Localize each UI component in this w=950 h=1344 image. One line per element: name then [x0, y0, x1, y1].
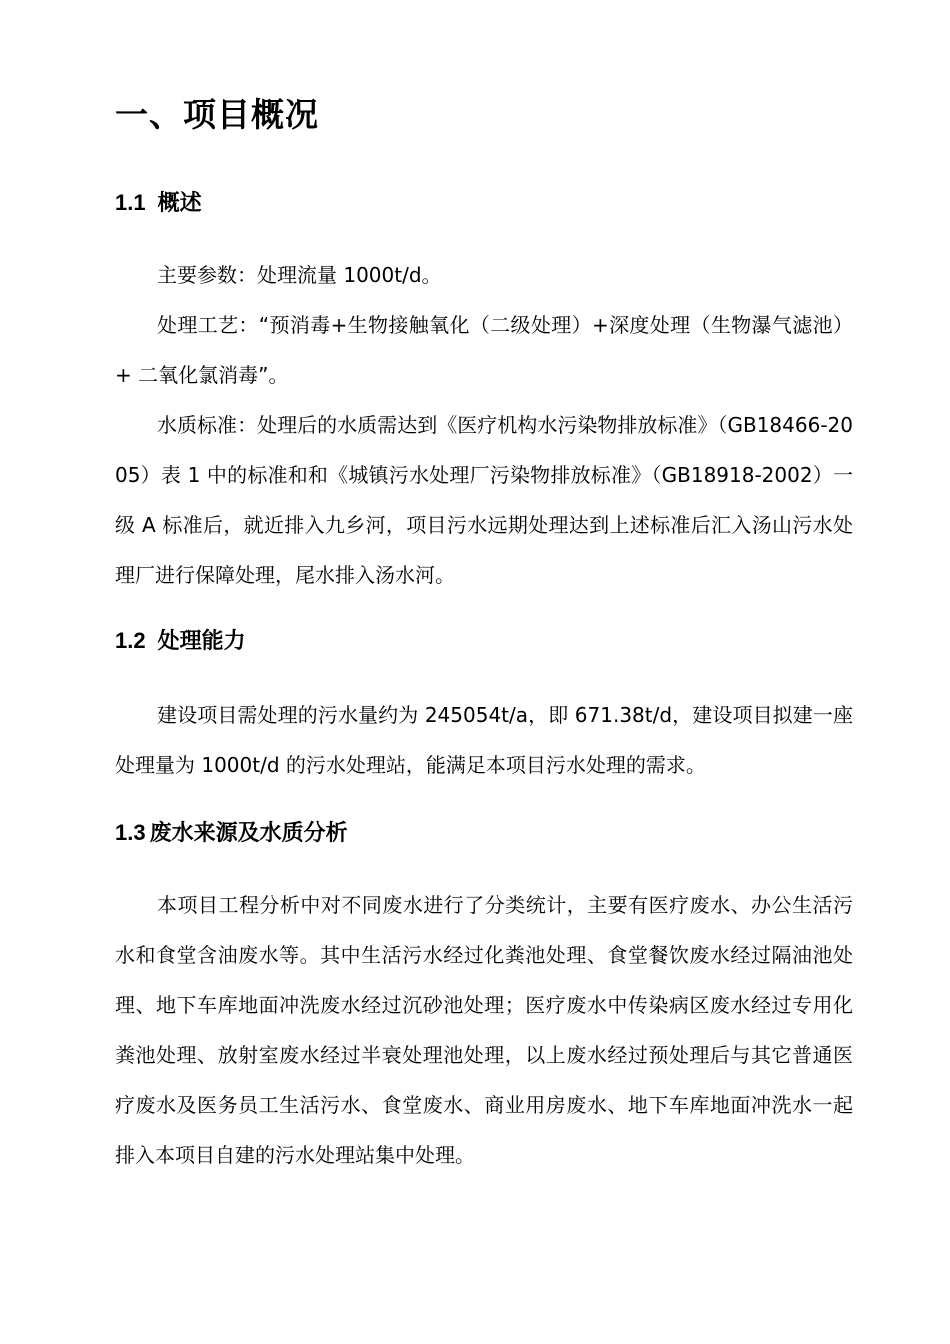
paragraph-wastewater-analysis: 本项目工程分析中对不同废水进行了分类统计，主要有医疗废水、办公生活污水和食堂含油废水等。其中生活污水经过化粪池处理、食堂餐饮废水经过隔油池处理、地下车库地面冲洗废水经过沉砂池处理；医疗废水中传染病区废水经过专用化粪池处理、放射室废水经过半衰处理池处理，以上废水经过预处理后与其它普通医疗废水及医务员工生活污水、食堂废水、商业用房废水、地下车库地面冲洗水一起排入本项目自建的污水处理站集中处理。 [115, 893, 853, 1167]
paragraph-capacity: 建设项目需处理的污水量约为 245054t/a，即 671.38t/d，建设项目拟建一座处理量为 1000t/d 的污水处理站，能满足本项目污水处理的需求。 [115, 703, 853, 777]
page-title: 一、项目概况 [115, 95, 319, 134]
paragraph-process: 处理工艺：“预消毒+生物接触氧化（二级处理）+深度处理（生物瀑气滤池）+ 二氧化氯消毒”。 [115, 313, 853, 387]
section-title: 废水来源及水质分析 [149, 821, 348, 846]
section-number: 1.3 [115, 820, 146, 845]
section-heading-capacity [115, 626, 246, 657]
paragraph-water-standard: 水质标准：处理后的水质需达到《医疗机构水污染物排放标准》（GB18466-2005）表 1 中的标准和和《城镇污水处理厂污染物排放标准》（GB18918-2002）一级 A 标准后，就近排入九乡河，项目污水远期处理达到上述标准后汇入汤山污水处理厂进行保障处理，尾水排入汤水河。 [115, 413, 853, 587]
section-number: 1.1 [115, 190, 146, 215]
section-heading-overview [115, 188, 202, 219]
section-number: 1.2 [115, 628, 146, 653]
section-title: 概述 [157, 191, 202, 216]
section-heading-wastewater-source [115, 818, 348, 849]
paragraph-main-parameters: 主要参数：处理流量 1000t/d。 [157, 263, 442, 287]
section-title: 处理能力 [157, 629, 246, 654]
